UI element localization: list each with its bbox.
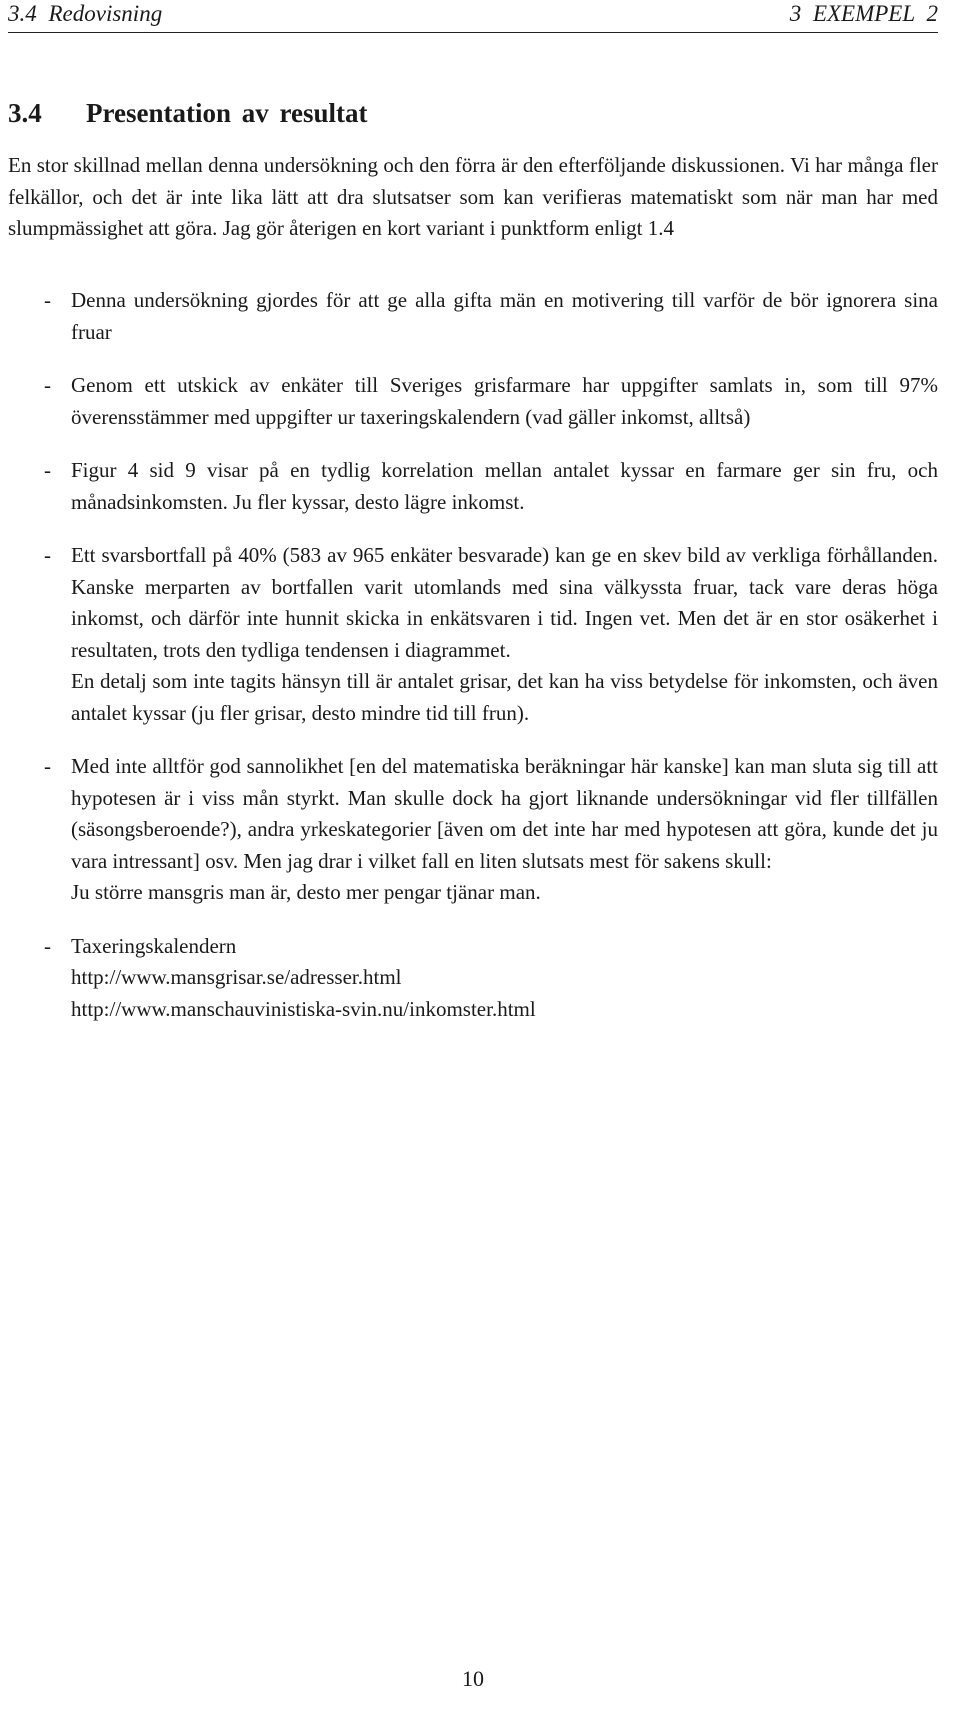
list-item [8, 540, 938, 729]
running-header [8, 0, 938, 33]
bullet-dash: - [44, 458, 51, 482]
result-bullet-list [8, 285, 938, 1047]
list-item [8, 370, 938, 433]
bullet-dash: - [44, 373, 51, 397]
header-section-label: 3.4 Redovisning [8, 1, 163, 26]
bullet-dash: - [44, 288, 51, 312]
list-item [8, 751, 938, 909]
conclusion-line: Ju större mansgris man är, desto mer pengar tjänar man. [71, 880, 541, 904]
bullet-text: Figur 4 sid 9 visar på en tydlig korrelation mellan antalet kyssar en farmare ger sin fru, och månadsinkomsten. Ju fler kyssar, desto lägre inkomst. [71, 458, 938, 514]
bullet-text: Ett svarsbortfall på 40% (583 av 965 enkäter besvarade) kan ge en skev bild av verkliga förhållanden. Kanske merparten av bortfallen varit utomlands med sina välkyssta fruar, tack vare deras höga inkomst, och därför inte hunnit skicka in enkätsvaren i tid. Ingen vet. Men det är en stor osäkerhet i resultaten, trots den tydliga tendensen i diagrammet. [71, 543, 938, 662]
list-item [8, 455, 938, 518]
reference-link[interactable]: http://www.manschauvinistiska-svin.nu/inkomster.html [71, 996, 536, 1021]
list-item [8, 931, 938, 1026]
section-title-text: Presentation av resultat [86, 98, 368, 128]
intro-paragraph: En stor skillnad mellan denna undersökning och den förra är den efterföljande diskussionen. Vi har många fler felkällor, och det är inte lika lätt att dra slutsatser som kan verifieras matematiskt som när man har med slumpmässighet att göra. Jag gör återigen en kort variant i punktform enligt 1.4 [8, 153, 938, 240]
reference-label: Taxeringskalendern [71, 933, 237, 958]
header-chapter-label: 3 EXEMPEL 2 [789, 1, 938, 26]
bullet-text: Genom ett utskick av enkäter till Sveriges grisfarmare har uppgifter samlats in, som till 97% överensstämmer med uppgifter ur taxeringskalendern (vad gäller inkomst, alltså) [71, 373, 938, 429]
list-item [8, 285, 938, 348]
bullet-dash: - [44, 543, 51, 567]
bullet-text: Med inte alltför god sannolikhet [en del matematiska beräkningar här kanske] kan man sluta sig till att hypotesen är i viss mån styrkt. Man skulle dock ha gjort liknande undersökningar vid fler tillfällen (säsongsberoende?), andra yrkeskategorier [även om det inte har med hypotesen att göra, kunde det ju vara intressant] osv. Men jag drar i vilket fall en liten slutsats mest för sakens skull: [71, 754, 938, 873]
bullet-text: Denna undersökning gjordes för att ge alla gifta män en motivering till varför de bör ignorera sina fruar [71, 288, 938, 344]
reference-link[interactable]: http://www.mansgrisar.se/adresser.html [71, 965, 402, 989]
page-number: 10 [462, 1666, 484, 1691]
section-number: 3.4 [8, 98, 42, 128]
section-title [8, 98, 367, 129]
document-page [8, 0, 938, 1712]
bullet-dash: - [44, 933, 51, 958]
bullet-text-continued: En detalj som inte tagits hänsyn till är antalet grisar, det kan ha viss betydelse för inkomsten, och även antalet kyssar (ju fler grisar, desto mindre tid till frun). [71, 669, 938, 725]
bullet-dash: - [44, 754, 51, 778]
